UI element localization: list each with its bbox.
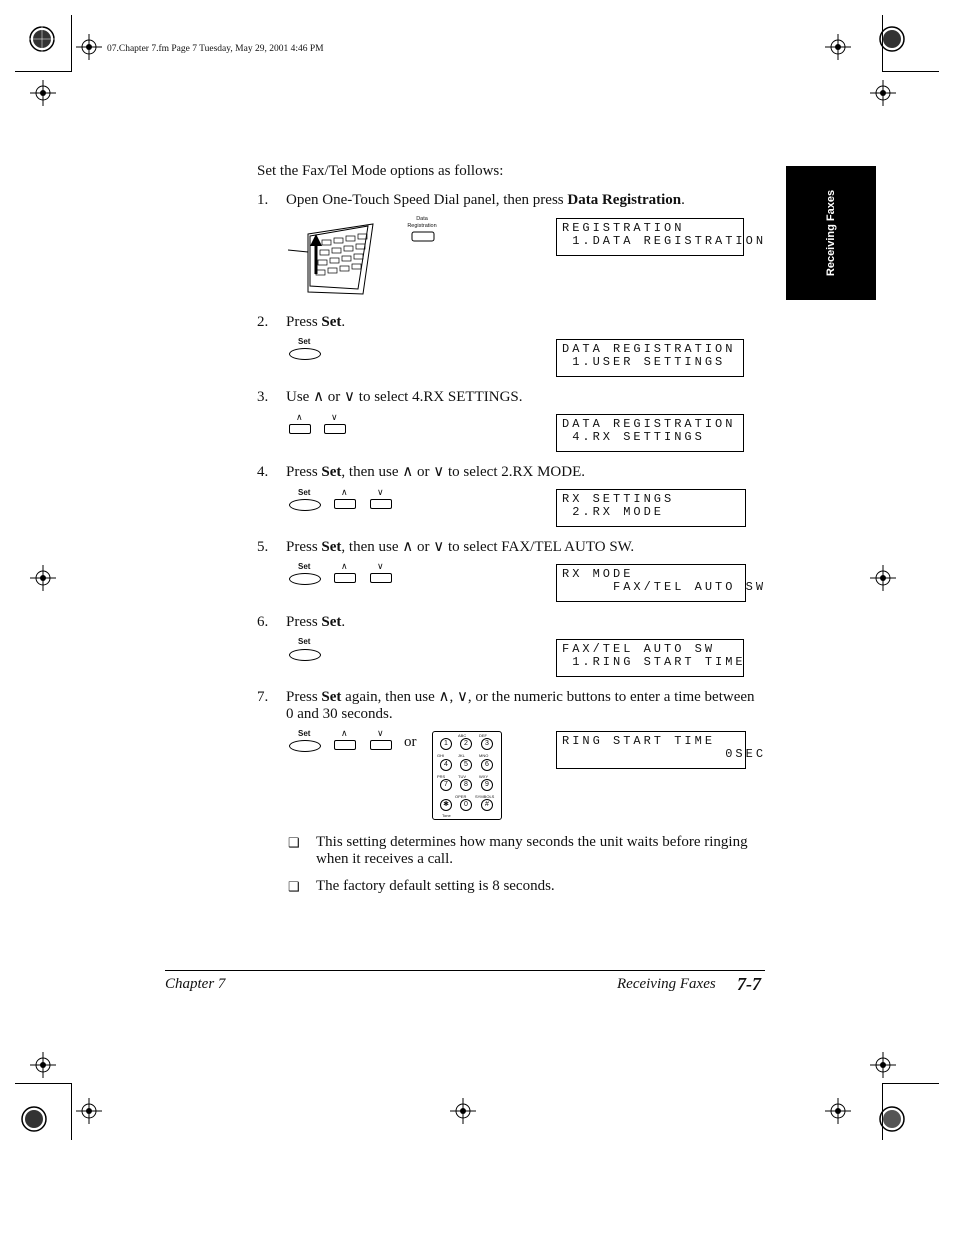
lcd-display: DATA REGISTRATION 1.USER SETTINGS bbox=[556, 339, 744, 377]
step-text: Open One-Touch Speed Dial panel, then press Data Registration. bbox=[286, 192, 685, 208]
crosshair-mark bbox=[450, 1098, 476, 1124]
step-text: Press Set, then use ∧ or ∨ to select 2.RX MODE. bbox=[286, 464, 586, 480]
footer-rule bbox=[165, 970, 765, 971]
bullet-text: This setting determines how many seconds the unit waits before ringing when it receives a call. bbox=[316, 834, 748, 867]
step-text: Press Set. bbox=[286, 314, 346, 330]
keypad-key-3[interactable]: 3 bbox=[481, 738, 493, 750]
up-arrow-button[interactable] bbox=[334, 573, 356, 583]
step-text: Use ∧ or ∨ to select 4.RX SETTINGS. bbox=[286, 389, 523, 405]
keypad-sub-label: PRS bbox=[437, 774, 446, 779]
step-text: Press Set again, then use ∧, ∨, or the numeric buttons to enter a time between 0 and 30 seconds. bbox=[286, 689, 755, 722]
keypad-sub-label: OPER bbox=[455, 794, 467, 799]
trim-line bbox=[882, 15, 883, 72]
up-arrow-button[interactable] bbox=[334, 740, 356, 750]
trim-line bbox=[882, 1083, 939, 1084]
set-label: Set bbox=[298, 637, 311, 646]
keypad-key-9[interactable]: 9 bbox=[481, 779, 493, 791]
or-text: or bbox=[404, 734, 417, 750]
keypad-key-2[interactable]: 2 bbox=[460, 738, 472, 750]
step-number: 5. bbox=[257, 539, 269, 555]
keypad-key-5[interactable]: 5 bbox=[460, 759, 472, 771]
step-text: Press Set, then use ∧ or ∨ to select FAX/TEL AUTO SW. bbox=[286, 539, 635, 555]
step-number: 3. bbox=[257, 389, 269, 405]
keypad-sub-label: WXY bbox=[479, 774, 489, 779]
step-number: 1. bbox=[257, 192, 269, 208]
keypad-key-0[interactable]: 0 bbox=[460, 799, 472, 811]
side-tab bbox=[786, 166, 876, 300]
down-arrow-button[interactable] bbox=[324, 424, 346, 434]
crosshair-mark bbox=[30, 1052, 56, 1078]
keypad-key-7[interactable]: 7 bbox=[440, 779, 452, 791]
up-arrow-label: ∧ bbox=[341, 728, 348, 738]
set-button[interactable] bbox=[289, 649, 321, 661]
trim-line bbox=[882, 71, 939, 72]
trim-line bbox=[882, 1083, 883, 1140]
crosshair-mark bbox=[30, 80, 56, 106]
down-arrow-button[interactable] bbox=[370, 740, 392, 750]
keypad-sub-label: DEF bbox=[479, 733, 487, 738]
numeric-keypad bbox=[432, 731, 502, 820]
trim-line bbox=[15, 71, 72, 72]
set-label: Set bbox=[298, 488, 311, 497]
set-label: Set bbox=[298, 729, 311, 738]
trim-line bbox=[71, 15, 72, 72]
keypad-sub-label: MNO bbox=[479, 753, 489, 758]
down-arrow-label: ∨ bbox=[377, 487, 384, 497]
up-arrow-label: ∧ bbox=[341, 561, 348, 571]
lcd-display: REGISTRATION 1.DATA REGISTRATION bbox=[556, 218, 744, 256]
intro-text: Set the Fax/Tel Mode options as follows: bbox=[257, 163, 504, 179]
down-arrow-label: ∨ bbox=[377, 728, 384, 738]
footer-page-number: 7-7 bbox=[737, 974, 761, 994]
step-number: 4. bbox=[257, 464, 269, 480]
crosshair-mark bbox=[76, 1098, 102, 1124]
set-label: Set bbox=[298, 562, 311, 571]
set-button[interactable] bbox=[289, 573, 321, 585]
lcd-display: RX MODE FAX/TEL AUTO SW bbox=[556, 564, 746, 602]
crosshair-mark bbox=[870, 565, 896, 591]
down-arrow-button[interactable] bbox=[370, 499, 392, 509]
step-number: 2. bbox=[257, 314, 269, 330]
step-number: 7. bbox=[257, 689, 269, 705]
trim-line bbox=[15, 1083, 72, 1084]
up-arrow-label: ∧ bbox=[341, 487, 348, 497]
keypad-key-hash[interactable]: # bbox=[481, 799, 493, 811]
keypad-sub-label: GHI bbox=[437, 753, 445, 758]
down-arrow-label: ∨ bbox=[331, 412, 338, 422]
keypad-key-8[interactable]: 8 bbox=[460, 779, 472, 791]
set-label: Set bbox=[298, 337, 311, 346]
keypad-key-1[interactable]: 1 bbox=[440, 738, 452, 750]
keypad-sub-label: ABC bbox=[458, 733, 467, 738]
crosshair-mark bbox=[870, 80, 896, 106]
side-tab-label: Receiving Faxes bbox=[825, 189, 837, 277]
down-arrow-label: ∨ bbox=[377, 561, 384, 571]
keypad-sub-label: TUV bbox=[458, 774, 466, 779]
keypad-sub-label: JKL bbox=[458, 753, 465, 758]
footer-section: Receiving Faxes bbox=[617, 976, 716, 992]
lcd-display: RING START TIME 0SEC bbox=[556, 731, 746, 769]
checkbox-bullet-icon: ❑ bbox=[288, 835, 300, 850]
registration-mark-bottom-left bbox=[21, 1106, 47, 1132]
set-button[interactable] bbox=[289, 740, 321, 752]
set-button[interactable] bbox=[289, 348, 321, 360]
bullet-text: The factory default setting is 8 seconds. bbox=[316, 878, 555, 894]
up-arrow-button[interactable] bbox=[289, 424, 311, 434]
crosshair-mark bbox=[825, 1098, 851, 1124]
footer-chapter: Chapter 7 bbox=[165, 976, 226, 992]
data-registration-label: Data Registration bbox=[407, 216, 437, 229]
lcd-display: FAX/TEL AUTO SW 1.RING START TIME bbox=[556, 639, 744, 677]
crosshair-mark bbox=[870, 1052, 896, 1078]
up-arrow-button[interactable] bbox=[334, 499, 356, 509]
lcd-display: RX SETTINGS 2.RX MODE bbox=[556, 489, 746, 527]
down-arrow-button[interactable] bbox=[370, 573, 392, 583]
lcd-display: DATA REGISTRATION 4.RX SETTINGS bbox=[556, 414, 744, 452]
registration-mark-top-left bbox=[29, 26, 55, 52]
keypad-key-4[interactable]: 4 bbox=[440, 759, 452, 771]
crosshair-mark bbox=[825, 34, 851, 60]
crosshair-mark bbox=[76, 34, 102, 60]
up-arrow-label: ∧ bbox=[296, 412, 303, 422]
keypad-key-star[interactable]: ✱ bbox=[440, 799, 452, 811]
checkbox-bullet-icon: ❑ bbox=[288, 879, 300, 894]
header-note: 07.Chapter 7.fm Page 7 Tuesday, May 29, 2001 4:46 PM bbox=[107, 44, 324, 54]
set-button[interactable] bbox=[289, 499, 321, 511]
keypad-sub-label: SYMBOLS bbox=[475, 794, 495, 799]
step-text: Press Set. bbox=[286, 614, 346, 630]
crosshair-mark bbox=[30, 565, 56, 591]
keypad-sub-label: Tone bbox=[442, 813, 451, 818]
trim-line bbox=[71, 1083, 72, 1140]
step-number: 6. bbox=[257, 614, 269, 630]
keypad-key-6[interactable]: 6 bbox=[481, 759, 493, 771]
